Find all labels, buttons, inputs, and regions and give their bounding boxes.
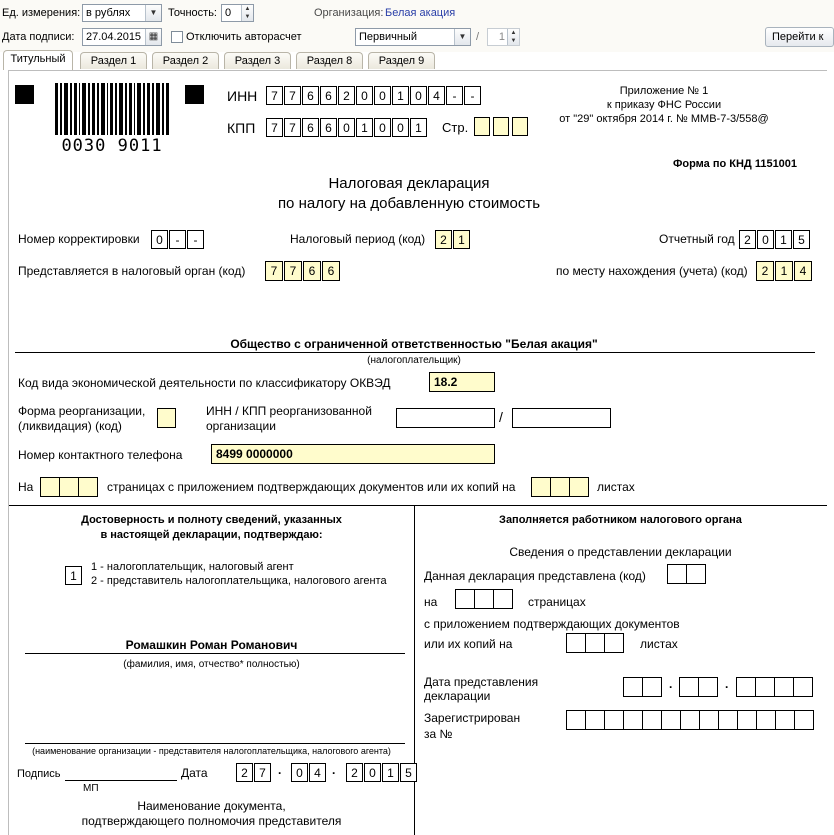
precision-label: Точность: [168,7,217,19]
date-separator: . [332,763,336,777]
sign-day-cell[interactable]: 7 [254,763,271,782]
confirm-heading-line-1: Достоверность и полноту сведений, указанных [81,514,342,526]
year-digit-cell[interactable]: 5 [793,230,810,249]
pages-count-cell[interactable] [59,477,79,497]
tax-pages-cell[interactable] [474,589,494,609]
inn-digit-cell[interactable]: 7 [284,86,301,105]
tab-section-2[interactable]: Раздел 2 [152,52,219,69]
submit-year-cell[interactable] [793,677,813,697]
correction-digit-cell[interactable]: - [169,230,186,249]
inn-digit-cell[interactable]: 1 [392,86,409,105]
location-label: по месту нахождения (учета) (код) [556,264,748,278]
sign-year-cell[interactable]: 0 [364,763,381,782]
registration-number-cell[interactable] [642,710,662,730]
doc-name-line-1: Наименование документа, [137,799,286,813]
inn-digit-cell[interactable]: - [446,86,463,105]
inn-digit-cell[interactable]: - [464,86,481,105]
calendar-icon[interactable]: ▦ [145,29,161,45]
on-label: на [424,595,438,609]
submitted-code-cell[interactable] [667,564,687,584]
declaration-form [8,70,827,835]
kpp-digit-cell[interactable]: 6 [320,118,337,137]
pages-count-cell[interactable] [40,477,60,497]
doc-name-line-2: подтверждающего полномочия представителя [81,814,342,828]
tax-authority-label: Представляется в налоговый орган (код) [18,264,246,278]
registration-number-cell[interactable] [737,710,757,730]
kpp-digit-cell[interactable]: 7 [266,118,283,137]
appendix-line-3: от "29" октября 2014 г. № ММВ-7-3/558@ [559,113,769,125]
barcode-number: 0030 9011 [53,135,171,157]
inn-digit-cell[interactable]: 0 [356,86,373,105]
pages-middle-text: страницах с приложением подтверждающих документов или их копий на [107,480,516,494]
date-separator: . [725,677,729,691]
date-label: Дата [181,766,208,780]
registration-number-cell[interactable] [566,710,586,730]
tab-section-8[interactable]: Раздел 8 [296,52,363,69]
kpp-digit-cell[interactable]: 1 [410,118,427,137]
sheets-count-cell[interactable] [569,477,589,497]
knd-form: Форма по КНД 1151001 [673,158,798,170]
tax-period-label: Налоговый период (код) [290,232,426,246]
declaration-title-line-2: по налогу на добавленную стоимость [277,195,541,212]
toolbar [0,0,834,52]
inn-digit-cell[interactable]: 6 [320,86,337,105]
registration-number-cell[interactable] [680,710,700,730]
page-digit-cell[interactable] [493,117,509,136]
inn-label: ИНН [227,88,258,104]
signer-caption: (фамилия, имя, отчество* полностью) [123,659,300,670]
location-digit-cell[interactable]: 2 [756,261,774,281]
inn-digit-cell[interactable]: 6 [302,86,319,105]
corner-mark-icon [15,85,34,104]
attach-line-1: с приложением подтверждающих документов [424,617,680,631]
kpp-digit-cell[interactable]: 0 [392,118,409,137]
autocalc-label[interactable]: Отключить авторасчет [186,31,302,43]
appendix-line-1: Приложение № 1 [619,85,709,97]
confirm-heading-line-2: в настоящей декларации, подтверждаю: [100,529,323,541]
sign-date-label: Дата подписи: [2,31,75,43]
registered-line-1: Зарегистрирован [424,711,521,725]
declaration-title-line-1: Налоговая декларация [328,175,490,192]
reorg-inn-label-line-2: организации [206,419,276,433]
tax-pages-cell[interactable] [493,589,513,609]
phone-label: Номер контактного телефона [18,448,183,462]
precision-value: 0 [225,7,232,19]
tax-period-digit-cell[interactable]: 2 [435,230,452,249]
chevron-down-icon[interactable]: ▼ [145,5,161,21]
date-separator: . [278,763,282,777]
sign-day-cell[interactable]: 2 [236,763,253,782]
inn-digit-cell[interactable]: 0 [410,86,427,105]
tab-title-page[interactable]: Титульный [3,50,73,70]
signer-code-cell[interactable]: 1 [65,566,82,585]
kpp-digit-cell[interactable]: 1 [356,118,373,137]
sheets-count-cell[interactable] [531,477,551,497]
spinner-arrows-icon[interactable]: ▲ ▼ [507,29,519,45]
page-label: Стр. [442,120,469,135]
tab-bar [0,50,834,70]
registered-line-2: за № [424,727,453,741]
pages-suffix: листах [597,480,635,494]
location-digit-cell[interactable]: 1 [775,261,793,281]
sheets-count-cell[interactable] [550,477,570,497]
barcode-icon [53,83,171,135]
sign-month-cell[interactable]: 0 [291,763,308,782]
goto-button[interactable]: Перейти к [765,27,834,47]
tab-section-9[interactable]: Раздел 9 [368,52,435,69]
tax-authority-digit-cell[interactable]: 6 [303,261,321,281]
tab-section-1[interactable]: Раздел 1 [80,52,147,69]
sheets-word: листах [640,637,678,651]
submit-year-cell[interactable] [736,677,756,697]
tax-authority-digit-cell[interactable]: 7 [284,261,302,281]
correction-spinner[interactable] [487,28,520,46]
year-digit-cell[interactable]: 2 [739,230,756,249]
tax-sheets-cell[interactable] [604,633,624,653]
reorg-label-line-2: (ликвидация) (код) [18,419,122,433]
sign-month-cell[interactable]: 4 [309,763,326,782]
autocalc-checkbox[interactable] [171,31,183,43]
units-value: в рублях [86,7,131,19]
kpp-digit-cell[interactable]: 0 [374,118,391,137]
correction-number-value: 1 [498,31,505,43]
inn-digit-cell[interactable]: 4 [428,86,445,105]
tax-office-heading: Заполняется работником налогового органа [499,514,742,526]
registration-number-cell[interactable] [623,710,643,730]
submit-year-cell[interactable] [774,677,794,697]
signer-option-2: 2 - представитель налогоплательщика, налогового агента [91,575,387,587]
page-digit-cell[interactable] [474,117,490,136]
submit-day-cell[interactable] [623,677,643,697]
reorg-code-cell[interactable] [157,408,176,428]
phone-field[interactable]: 8499 0000000 [211,444,495,464]
tax-sheets-cell[interactable] [566,633,586,653]
organization-label: Организация: [314,7,384,19]
signer-name[interactable]: Ромашкин Роман Романович [125,638,298,652]
pages-word: страницах [528,595,586,609]
year-digit-cell[interactable]: 1 [775,230,792,249]
okved-label: Код вида экономической деятельности по классификатору ОКВЭД [18,376,391,390]
submission-subheading: Сведения о представлении декларации [509,545,732,559]
inn-digit-cell[interactable]: 7 [266,86,283,105]
sign-year-cell[interactable]: 2 [346,763,363,782]
submitted-code-cell[interactable] [686,564,706,584]
reorg-label-line-1: Форма реорганизации, [18,404,146,418]
year-digit-cell[interactable]: 0 [757,230,774,249]
inn-digit-cell[interactable]: 2 [338,86,355,105]
attach-line-2: или их копий на [424,637,513,651]
org-rep-caption: (наименование организации - представителя налогоплательщика, налогового агента) [32,746,391,756]
signer-option-1: 1 - налогоплательщик, налоговый агент [91,561,294,573]
sign-date-value: 27.04.2015 [86,31,142,43]
submit-date-line-2: декларации [424,689,491,703]
stamp-label: МП [83,783,99,794]
pages-count-cell[interactable] [78,477,98,497]
doc-type-value: Первичный [359,31,417,43]
units-label: Ед. измерения: [2,7,81,19]
registration-number-cell[interactable] [604,710,624,730]
reorg-inn-label-line-1: ИНН / КПП реорганизованной [206,404,372,418]
page-digit-cell[interactable] [512,117,528,136]
reorg-slash: / [499,409,503,425]
submit-year-cell[interactable] [755,677,775,697]
signature-line [65,780,177,781]
units-select[interactable] [82,4,162,22]
pages-prefix: На [18,480,34,494]
chevron-down-icon[interactable]: ▼ [454,29,470,45]
tab-section-3[interactable]: Раздел 3 [224,52,291,69]
tax-period-digit-cell[interactable]: 1 [453,230,470,249]
submit-month-cell[interactable] [698,677,718,697]
kpp-label: КПП [227,120,256,136]
location-digit-cell[interactable]: 4 [794,261,812,281]
correction-digit-cell[interactable]: 0 [151,230,168,249]
kpp-digit-cell[interactable]: 7 [284,118,301,137]
org-rep-line [25,743,405,744]
tax-sheets-cell[interactable] [585,633,605,653]
section-divider [9,505,827,506]
okved-field[interactable]: 18.2 [429,372,495,392]
registration-number-cell[interactable] [718,710,738,730]
year-label: Отчетный год [659,232,735,246]
tax-authority-digit-cell[interactable]: 6 [322,261,340,281]
organization-link[interactable]: Белая акация [385,7,456,19]
registration-number-cell[interactable] [794,710,814,730]
taxpayer-caption: (налогоплательщик) [367,355,461,366]
reorg-inn-field[interactable] [396,408,495,428]
signature-label: Подпись [17,768,61,780]
correction-slash: / [476,31,480,43]
kpp-digit-cell[interactable]: 0 [338,118,355,137]
reorg-kpp-field[interactable] [512,408,611,428]
tax-pages-cell[interactable] [455,589,475,609]
kpp-digit-cell[interactable]: 6 [302,118,319,137]
date-separator: . [669,677,673,691]
taxpayer-line [15,352,815,353]
inn-digit-cell[interactable]: 0 [374,86,391,105]
correction-digit-cell[interactable]: - [187,230,204,249]
registration-number-cell[interactable] [756,710,776,730]
correction-label: Номер корректировки [18,232,140,246]
registration-number-cell[interactable] [661,710,681,730]
sign-year-cell[interactable]: 5 [400,763,417,782]
appendix-line-2: к приказу ФНС России [606,99,722,111]
submit-month-cell[interactable] [679,677,699,697]
spinner-arrows-icon[interactable]: ▲ ▼ [241,5,253,21]
tax-authority-digit-cell[interactable]: 7 [265,261,283,281]
sign-year-cell[interactable]: 1 [382,763,399,782]
corner-mark-icon [185,85,204,104]
submit-day-cell[interactable] [642,677,662,697]
registration-number-cell[interactable] [775,710,795,730]
submitted-label: Данная декларация представлена (код) [424,569,646,583]
doc-type-select[interactable] [355,28,471,46]
sign-date-field[interactable] [82,28,162,46]
signer-name-line [25,653,405,654]
precision-spinner[interactable] [221,4,254,22]
registration-number-cell[interactable] [585,710,605,730]
registration-number-cell[interactable] [699,710,719,730]
taxpayer-name[interactable]: Общество с ограниченной ответственностью "Белая акация" [230,337,598,351]
submit-date-line-1: Дата представления [424,675,539,689]
